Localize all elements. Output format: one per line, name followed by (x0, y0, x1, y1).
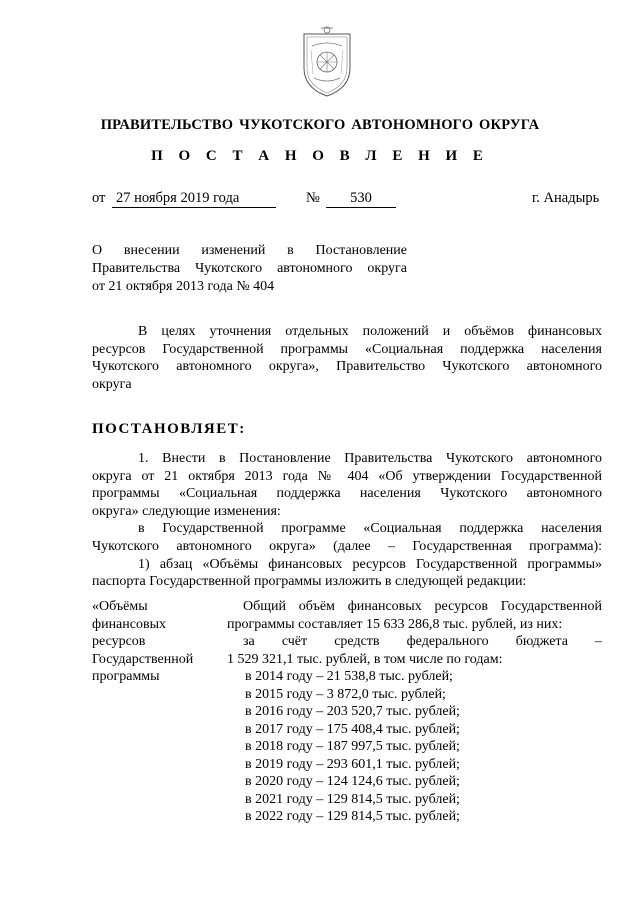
body-text (92, 450, 602, 591)
body-line: 1. Внести в Постановление Правительства Чукотского автономного (138, 451, 602, 466)
body-line: округа от 21 октября 2013 года № 404 «Об утверждении Государственной (92, 468, 602, 484)
subject-line: от 21 октября 2013 года № 404 (92, 279, 275, 294)
subject-line: О внесении изменений в Постановление (92, 243, 407, 258)
table-label-line: программы (92, 669, 160, 684)
body-line: Чукотского автономного округа» (далее – Государственная программа): (92, 538, 602, 554)
decree-subject (92, 242, 407, 296)
preamble-line: В целях уточнения отдельных положений и объёмов финансовых (138, 324, 602, 339)
year-amount-line: в 2021 году – 129 814,5 тыс. рублей; (245, 791, 460, 807)
preamble-line: ресурсов Государственной программы «Социальная поддержка населения (92, 341, 602, 357)
year-amount-line: в 2020 году – 124 124,6 тыс. рублей; (245, 774, 460, 789)
date-prefix: от (92, 190, 106, 206)
table-content-line: программы составляет 15 633 286,8 тыс. рублей, из них: (227, 616, 563, 632)
year-amount-line: в 2014 году – 21 538,8 тыс. рублей; (245, 669, 453, 684)
table-label-line: финансовых (92, 616, 166, 632)
body-line: программы «Социальная поддержка населения Чукотского автономного (92, 486, 602, 502)
table-label-column (92, 598, 222, 686)
city: г. Анадырь (532, 190, 600, 206)
table-content-line: Общий объём финансовых ресурсов Государственной (243, 599, 602, 614)
resolves-heading: ПОСТАНОВЛЯЕТ: (92, 421, 246, 437)
table-label-line: «Объёмы (92, 599, 148, 614)
year-amount-line: в 2017 году – 175 408,4 тыс. рублей; (245, 721, 460, 737)
preamble (92, 323, 602, 393)
document-type-title: П О С Т А Н О В Л Е Н И Е (151, 148, 489, 164)
number-sign: № (306, 190, 320, 206)
table-label-line: ресурсов (92, 634, 146, 649)
table-content-column (227, 598, 602, 826)
body-line: паспорта Государственной программы изложить в следующей редакции: (92, 574, 527, 590)
decree-number (326, 190, 396, 208)
year-amount-line: в 2019 году – 293 601,1 тыс. рублей; (245, 756, 460, 772)
decree-date (112, 190, 276, 208)
subject-line: Правительства Чукотского автономного округа (92, 261, 407, 276)
table-content-line: 1 529 321,1 тыс. рублей, в том числе по годам: (227, 651, 503, 667)
decree-date-value: 27 ноября 2019 года (112, 190, 276, 208)
preamble-line: Чукотского автономного округа», Правительство Чукотского автономного (92, 359, 602, 375)
year-amount-line: в 2016 году – 203 520,7 тыс. рублей; (245, 704, 460, 719)
decree-number-value: 530 (326, 190, 396, 208)
year-amount-line: в 2022 году – 129 814,5 тыс. рублей; (245, 809, 460, 824)
year-amount-line: в 2018 году – 187 997,5 тыс. рублей; (245, 739, 460, 754)
government-title: ПРАВИТЕЛЬСТВО ЧУКОТСКОГО АВТОНОМНОГО ОКРУГА (100, 117, 540, 133)
body-line: округа» следующие изменения: (92, 503, 281, 519)
coat-of-arms-emblem (296, 24, 358, 98)
table-label-line: Государственной (92, 651, 194, 667)
preamble-line: округа (92, 376, 132, 392)
table-content-line: за счёт средств федерального бюджета – (243, 634, 602, 649)
body-line: 1) абзац «Объёмы финансовых ресурсов Государственной программы» (138, 556, 602, 572)
body-line: в Государственной программе «Социальная поддержка населения (138, 521, 602, 537)
year-amount-line: в 2015 году – 3 872,0 тыс. рублей; (245, 686, 446, 702)
